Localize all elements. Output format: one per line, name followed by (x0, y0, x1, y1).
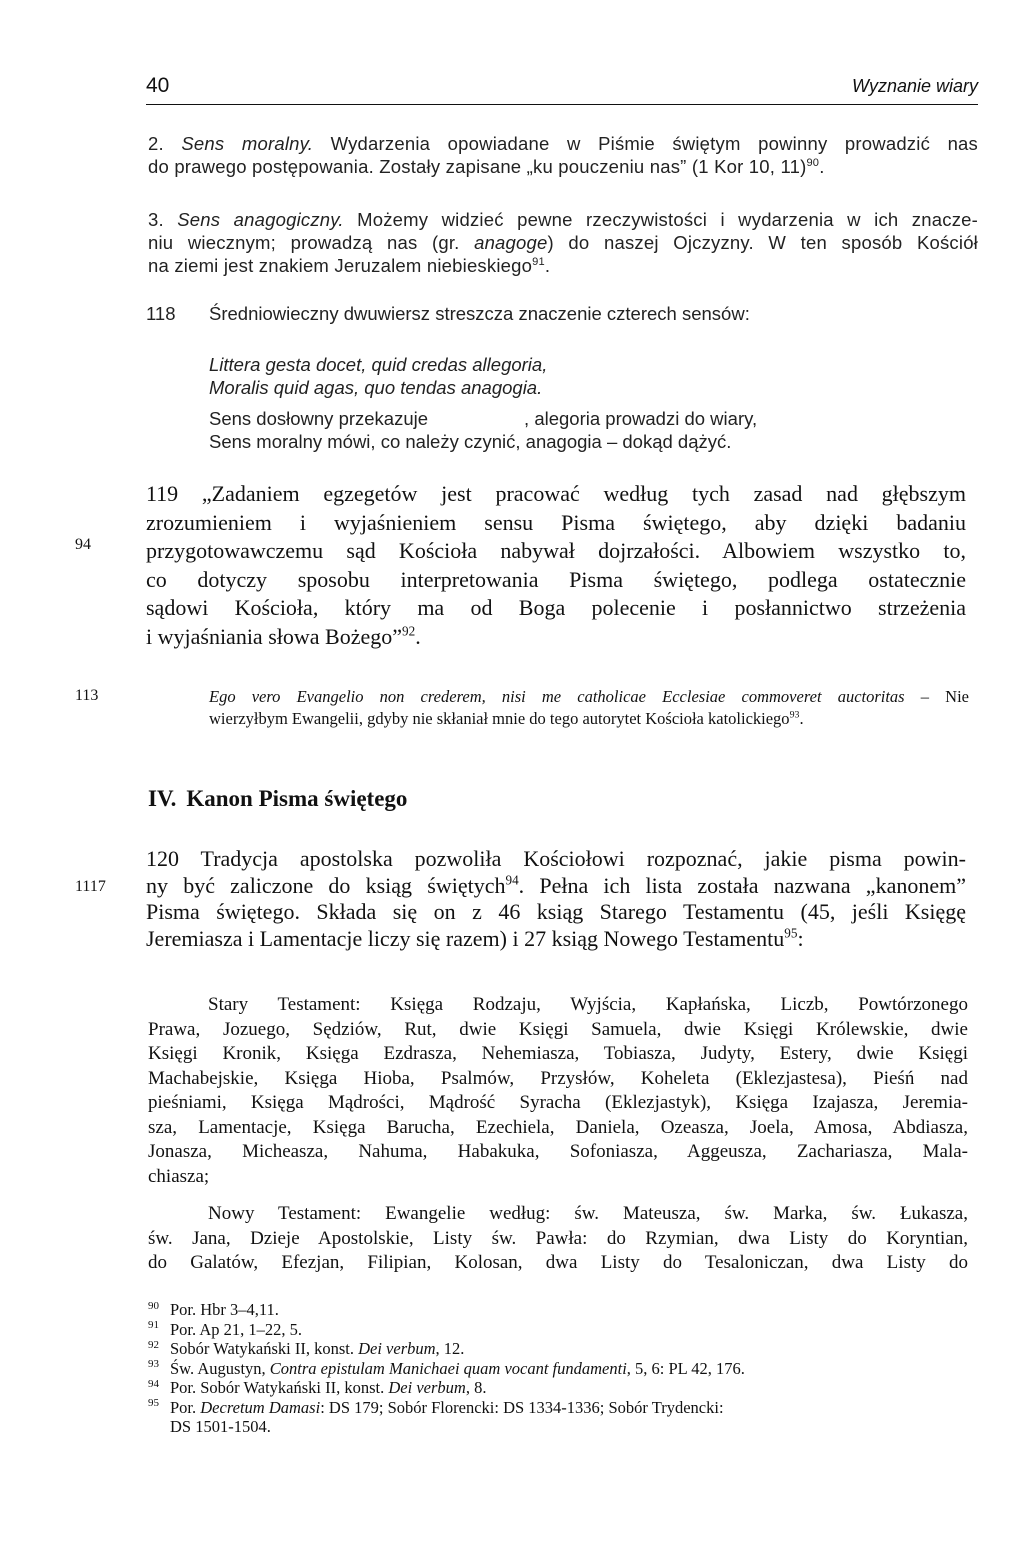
text-line: Księgi Kronik, Księga Ezdrasza, Nehemiasza, Tobiasza, Judyty, Estery, dwie Księgi (148, 1043, 968, 1064)
footnote-90: 90 Por. Hbr 3–4,11. (148, 1299, 279, 1319)
section-title: Kanon Pisma świętego (186, 786, 408, 811)
latin-distich (209, 353, 547, 399)
old-testament-list (148, 993, 968, 1189)
text-line: sza, Lamentacje, Księga Barucha, Ezechiela, Daniela, Ozeasza, Joela, Amosa, Abdiasza, (148, 1116, 968, 1138)
verse-line: Moralis quid agas, quo tendas anagogia. (209, 377, 543, 398)
footnote-ref-91: 91 (532, 255, 545, 268)
footnote-ref-92: 92 (402, 623, 416, 639)
verse-line: Sens dosłowny przekazuje , alegoria prowadzi do wiary, (209, 408, 758, 429)
paragraph-sens-anagogiczny (148, 208, 978, 277)
section-number: IV. (148, 786, 177, 811)
footnotes (148, 1300, 978, 1437)
verse-line: Sens moralny mówi, co należy czynić, anagogia – dokąd dążyć. (209, 431, 732, 452)
text-line: co dotyczy sposobu interpretowania Pisma świętego, podlega ostatecznie (146, 566, 966, 592)
footnote-ref-93: 93 (789, 709, 800, 720)
text-line: Jeremiasza i Lamentacje liczy się razem) i 27 ksiąg Nowego Testamentu$^{95}$: (146, 925, 804, 951)
footnote-ref-94: 94 (505, 872, 519, 888)
text-line: na ziemi jest znakiem Jeruzalem niebieskiego$^{91}$. (148, 255, 551, 276)
footnote-95-continuation: DS 1501-1504. (170, 1417, 271, 1436)
text-line: Stary Testament: Księga Rodzaju, Wyjścia, Kapłańska, Liczb, Powtórzonego (208, 994, 968, 1015)
footnote-ref-90: 90 (806, 156, 820, 169)
text-line: 120 Tradycja apostolska pozwoliła Kościołowi rozpoznać, jakie pisma powin- (146, 846, 966, 871)
text-line: do Galatów, Efezjan, Filipian, Kolosan, dwa Listy do Tesaloniczan, dwa Listy do (148, 1252, 968, 1273)
augustine-quote (209, 686, 969, 729)
text-line: Jonasza, Micheasza, Nahuma, Habakuka, Sofoniasza, Aggeusza, Zachariasza, Mala- (148, 1141, 968, 1162)
text-line: 2. Sens moralny. Wydarzenia opowiadane w Piśmie świętym powinny prowadzić nas (148, 133, 978, 154)
text-line: pieśniami, Księga Mądrości, Mądrość Syracha (Eklezjastyk), Księga Izajasza, Jeremia- (148, 1092, 968, 1113)
text-line: Pisma świętego. Składa się on z 46 ksiąg Starego Testamentu (45, jeśli Księgę (146, 899, 966, 924)
text-line: ny być zaliczone do ksiąg świętych$^{94}$. Pełna ich lista została nazwana „kanonem” (146, 872, 966, 898)
text-line: 119 „Zadaniem egzegetów jest pracować według tych zasad nad głębszym (146, 481, 966, 506)
footnote-93: 93 Św. Augustyn, Contra epistulam Manichaei quam vocant fundamenti, 5, 6: PL 42, 176. (148, 1358, 745, 1378)
text-line: zrozumieniem i wyjaśnieniem sensu Pisma świętego, aby dzięki badaniu (146, 509, 966, 535)
text-line: św. Jana, Dzieje Apostolskie, Listy św. Pawła: do Rzymian, dwa Listy do Koryntian, (148, 1227, 968, 1249)
footnote-92: 92 Sobór Watykański II, konst. Dei verbum, 12. (148, 1338, 465, 1358)
footnote-ref-95: 95 (784, 925, 798, 941)
margin-ref-1117: 1117 (75, 878, 106, 895)
new-testament-list (148, 1202, 968, 1276)
running-title: Wyznanie wiary (851, 76, 978, 96)
footnote-94: 94 Por. Sobór Watykański II, konst. Dei verbum, 8. (148, 1377, 487, 1397)
page-number: 40 (146, 74, 170, 97)
text-line: Ego vero Evangelio non crederem, nisi me catholicae Ecclesiae commoveret auctoritas – Nie (209, 687, 969, 706)
footnote-95: 95 Por. Decretum Damasi: DS 179; Sobór Florencki: DS 1334-1336; Sobór Trydencki: (148, 1397, 724, 1417)
section-heading (148, 786, 407, 812)
verse-line: Littera gesta docet, quid credas allegoria, (209, 354, 548, 375)
text-line: sądowi Kościoła, który ma od Boga polecenie i posłannictwo strzeżenia (146, 595, 966, 621)
text-line: wierzyłbym Ewangelii, gdyby nie skłaniał mnie do tego autorytet Kościoła katolickiego$^{93}$. (209, 708, 804, 728)
text-line: do prawego postępowania. Zostały zapisane „ku pouczeniu nas” (1 Kor 10, 11)$^{90}$. (148, 156, 825, 177)
paragraph-119 (146, 480, 966, 652)
text-line: Machabejskie, Księga Hioba, Psalmów, Przysłów, Koheleta (Eklezjastesa), Pieśń nad (148, 1067, 968, 1089)
margin-ref-94: 94 (75, 536, 91, 553)
paragraph-sens-moralny (148, 132, 978, 178)
text-line: 3. Sens anagogiczny. Możemy widzieć pewne rzeczywistości i wydarzenia w ich znacze- (148, 209, 978, 230)
footnote-91: 91 Por. Ap 21, 1–22, 5. (148, 1319, 303, 1339)
text-line: chiasza; (148, 1165, 210, 1187)
text-line: Nowy Testament: Ewangelie według: św. Mateusza, św. Marka, św. Łukasza, (208, 1203, 968, 1224)
text-line: i wyjaśniania słowa Bożego”$^{92}$. (146, 623, 421, 649)
running-head (146, 74, 978, 105)
paragraph-118-text: Średniowieczny dwuwiersz streszcza znaczenie czterech sensów: (209, 303, 750, 324)
paragraph-120 (146, 846, 966, 952)
polish-distich (209, 407, 757, 453)
text-line: przygotowawczemu sąd Kościoła nabywał dojrzałości. Albowiem wszystko to, (146, 538, 966, 564)
margin-ref-113: 113 (75, 687, 99, 704)
text-line: Prawa, Jozuego, Sędziów, Rut, dwie Księgi Samuela, dwie Księgi Królewskie, dwie (148, 1018, 968, 1040)
paragraph-number-118: 118 (146, 303, 176, 324)
text-line: niu wiecznym; prowadzą nas (gr. anagoge) do naszej Ojczyzny. W ten sposób Kościół (148, 232, 978, 253)
